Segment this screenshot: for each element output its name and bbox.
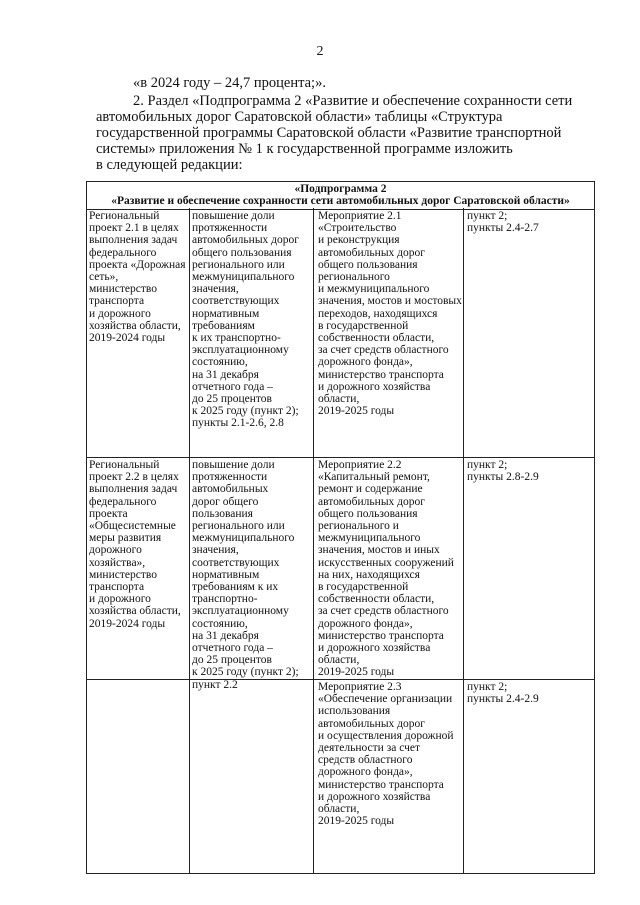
cell-line: хозяйства области, bbox=[89, 319, 181, 332]
cell-line: и осуществления дорожной bbox=[318, 729, 454, 742]
cell-line: пункт 2; bbox=[467, 681, 508, 693]
cell-line: собственности области, bbox=[318, 593, 435, 606]
cell-line: регионального bbox=[318, 271, 390, 284]
cell-line: министерство bbox=[89, 283, 157, 296]
cell-line: проект 2.1 в целях bbox=[89, 222, 179, 235]
refs-cell bbox=[464, 208, 596, 457]
cell-line: нормативным bbox=[192, 568, 260, 581]
cell-line: дорожного bbox=[89, 544, 142, 557]
page-number: 2 bbox=[316, 44, 324, 59]
cell-line: межмуниципального bbox=[192, 271, 295, 284]
cell-line: Региональный bbox=[89, 459, 160, 471]
cell-line: Мероприятие 2.1 bbox=[318, 210, 402, 222]
cell-line: дорожного фонда», bbox=[318, 356, 413, 369]
cell-line: области, bbox=[318, 803, 360, 816]
indicator-cell bbox=[190, 208, 314, 457]
cell-line: общего пользования bbox=[318, 258, 418, 271]
cell-line: соответствующих bbox=[192, 556, 280, 569]
table-row bbox=[87, 208, 594, 458]
cell-line: повышение доли bbox=[192, 210, 275, 222]
cell-line: состоянию, bbox=[192, 356, 248, 369]
paragraph-line: системы» приложения № 1 к государственной программе изложить bbox=[96, 141, 513, 157]
cell-line: протяженности bbox=[192, 222, 268, 235]
cell-line: эксплуатационному bbox=[192, 605, 289, 618]
cell-line: 2019-2025 годы bbox=[318, 405, 395, 418]
cell-line: министерство транспорта bbox=[318, 629, 444, 642]
cell-line: требованиям к их bbox=[192, 581, 279, 594]
cell-line: министерство транспорта bbox=[318, 368, 444, 381]
cell-line: хозяйства области, bbox=[89, 605, 181, 618]
amendment-paragraph bbox=[96, 93, 596, 173]
paragraph-line: автомобильных дорог Саратовской области» таблицы «Структура bbox=[96, 109, 503, 125]
cell-line: транспорта bbox=[89, 581, 145, 594]
cell-line: к их транспортно- bbox=[192, 332, 281, 345]
cell-line: переходов, находящихся bbox=[318, 307, 438, 320]
cell-line: и дорожного bbox=[89, 307, 151, 320]
cell-line: проекта «Дорожная bbox=[89, 258, 186, 271]
paragraph-line: в следующей редакции: bbox=[96, 157, 243, 173]
cell-line: за счет средств областного bbox=[318, 344, 449, 357]
cell-line: на 31 декабря bbox=[192, 368, 259, 381]
cell-line: регионального и bbox=[318, 520, 399, 533]
cell-line: автомобильных bbox=[192, 483, 269, 496]
cell-line: до 25 процентов bbox=[192, 654, 272, 667]
cell-line: регионального или bbox=[192, 520, 285, 533]
measure-cell bbox=[314, 208, 464, 457]
cell-line: состоянию, bbox=[192, 617, 248, 630]
measure-cell bbox=[314, 679, 464, 873]
cell-line: транспорта bbox=[89, 295, 145, 308]
cell-line: Мероприятие 2.3 bbox=[318, 681, 402, 693]
cell-line: на них, находящихся bbox=[318, 568, 420, 581]
cell-line: автомобильных дорог bbox=[318, 717, 425, 730]
cell-line: автомобильных дорог bbox=[318, 246, 425, 259]
cell-line: Мероприятие 2.2 bbox=[318, 459, 402, 471]
cell-line: на 31 декабря bbox=[192, 629, 259, 642]
cell-line: дорожного фонда», bbox=[318, 766, 413, 779]
cell-line: межмуниципального bbox=[318, 532, 421, 545]
cell-line: значения, bbox=[192, 544, 239, 557]
cell-line: и дорожного хозяйства bbox=[318, 642, 431, 655]
cell-line: дорожного фонда», bbox=[318, 617, 413, 630]
cell-line: и дорожного bbox=[89, 593, 151, 606]
table-heading-subtitle: «Развитие и обеспечение сохранности сети автомобильных дорог Саратовской области» bbox=[111, 195, 570, 207]
paragraph-line: государственной программы Саратовской области «Развитие транспортной bbox=[96, 125, 562, 141]
cell-line: отчетного года – bbox=[192, 642, 273, 655]
cell-line: 2019-2024 годы bbox=[89, 332, 166, 345]
cell-line: межмуниципального bbox=[192, 532, 295, 545]
cell-line: пользования bbox=[192, 507, 253, 520]
cell-line: 2019-2024 годы bbox=[89, 617, 166, 630]
cell-line: общего пользования bbox=[192, 246, 292, 259]
cell-line: министерство bbox=[89, 568, 157, 581]
indicator-cell bbox=[190, 457, 314, 691]
cell-line: министерство транспорта bbox=[318, 778, 444, 791]
cell-line: в государственной bbox=[318, 319, 409, 332]
project-cell bbox=[87, 679, 190, 873]
cell-line: 2019-2025 годы bbox=[318, 666, 395, 679]
cell-line: в государственной bbox=[318, 581, 409, 594]
cell-line: хозяйства», bbox=[89, 556, 146, 569]
cell-line: повышение доли bbox=[192, 459, 275, 471]
project-cell bbox=[87, 208, 190, 457]
intro-line: «в 2024 году – 24,7 процента;». bbox=[133, 75, 326, 91]
project-cell bbox=[87, 457, 190, 679]
measure-cell bbox=[314, 457, 464, 679]
cell-line: автомобильных дорог bbox=[192, 234, 299, 247]
refs-cell bbox=[464, 457, 596, 679]
program-structure-table bbox=[86, 181, 595, 874]
cell-line: меры развития bbox=[89, 532, 162, 545]
cell-line: к 2025 году (пункт 2); bbox=[192, 666, 299, 679]
cell-line: пункт 2; bbox=[467, 459, 508, 471]
cell-line: до 25 процентов bbox=[192, 393, 272, 406]
cell-line: ремонт и содержание bbox=[318, 483, 423, 496]
cell-line: соответствующих bbox=[192, 295, 280, 308]
cell-line: пункт 2.2 bbox=[192, 678, 238, 691]
cell-line: 2019-2025 годы bbox=[318, 815, 395, 828]
cell-line: значения, bbox=[192, 283, 239, 296]
cell-line: пункты 2.8-2.9 bbox=[467, 471, 539, 484]
cell-line: проекта bbox=[89, 507, 128, 520]
paragraph-line: 2. Раздел «Подпрограмма 2 «Развитие и обеспечение сохранности сети bbox=[133, 93, 573, 109]
cell-line: к 2025 году (пункт 2); bbox=[192, 405, 299, 418]
cell-line: средств областного bbox=[318, 754, 413, 767]
cell-line: дорог общего bbox=[192, 495, 259, 508]
cell-line: значения, мостов и иных bbox=[318, 544, 440, 557]
cell-line: «Общесистемные bbox=[89, 520, 176, 533]
cell-line: пункт 2; bbox=[467, 210, 508, 222]
cell-line: и дорожного хозяйства bbox=[318, 790, 431, 803]
cell-line: искусственных сооружений bbox=[318, 556, 454, 569]
cell-line: проект 2.2 в целях bbox=[89, 471, 179, 484]
cell-line: протяженности bbox=[192, 471, 268, 484]
table-heading-title: «Подпрограмма 2 bbox=[294, 183, 387, 195]
cell-line: и реконструкция bbox=[318, 234, 400, 247]
cell-line: сеть», bbox=[89, 271, 119, 284]
cell-line: выполнения задач bbox=[89, 234, 178, 247]
cell-line: нормативным bbox=[192, 307, 260, 320]
cell-line: Региональный bbox=[89, 210, 160, 222]
cell-line: транспортно- bbox=[192, 593, 258, 606]
cell-line: федерального bbox=[89, 246, 157, 259]
cell-line: и дорожного хозяйства bbox=[318, 380, 431, 393]
cell-line: общего пользования bbox=[318, 507, 418, 520]
cell-line: требованиям bbox=[192, 319, 255, 332]
cell-line: за счет средств областного bbox=[318, 605, 449, 618]
table-heading bbox=[87, 182, 594, 210]
cell-line: области, bbox=[318, 654, 360, 667]
cell-line: «Обеспечение организации bbox=[318, 693, 453, 706]
cell-line: отчетного года – bbox=[192, 380, 273, 393]
cell-line: использования bbox=[318, 705, 391, 718]
cell-line: значения, мостов и мостовых bbox=[318, 295, 462, 308]
table-row bbox=[87, 679, 594, 873]
cell-line: пункты 2.4-2.7 bbox=[467, 222, 539, 235]
cell-line: собственности области, bbox=[318, 332, 435, 345]
indicator-cell bbox=[190, 679, 314, 873]
cell-line: автомобильных дорог bbox=[318, 495, 425, 508]
cell-line: «Строительство bbox=[318, 222, 397, 235]
cell-line: и межмуниципального bbox=[318, 283, 430, 296]
cell-line: области, bbox=[318, 393, 360, 406]
cell-line: пункты 2.1-2.6, 2.8 bbox=[192, 417, 284, 430]
refs-cell bbox=[464, 679, 596, 873]
cell-line: регионального или bbox=[192, 258, 285, 271]
cell-line: федерального bbox=[89, 495, 157, 508]
cell-line: деятельности за счет bbox=[318, 742, 421, 755]
cell-line: выполнения задач bbox=[89, 483, 178, 496]
cell-line: эксплуатационному bbox=[192, 344, 289, 357]
cell-line: «Капитальный ремонт, bbox=[318, 471, 430, 484]
cell-line: пункты 2.4-2.9 bbox=[467, 693, 539, 706]
